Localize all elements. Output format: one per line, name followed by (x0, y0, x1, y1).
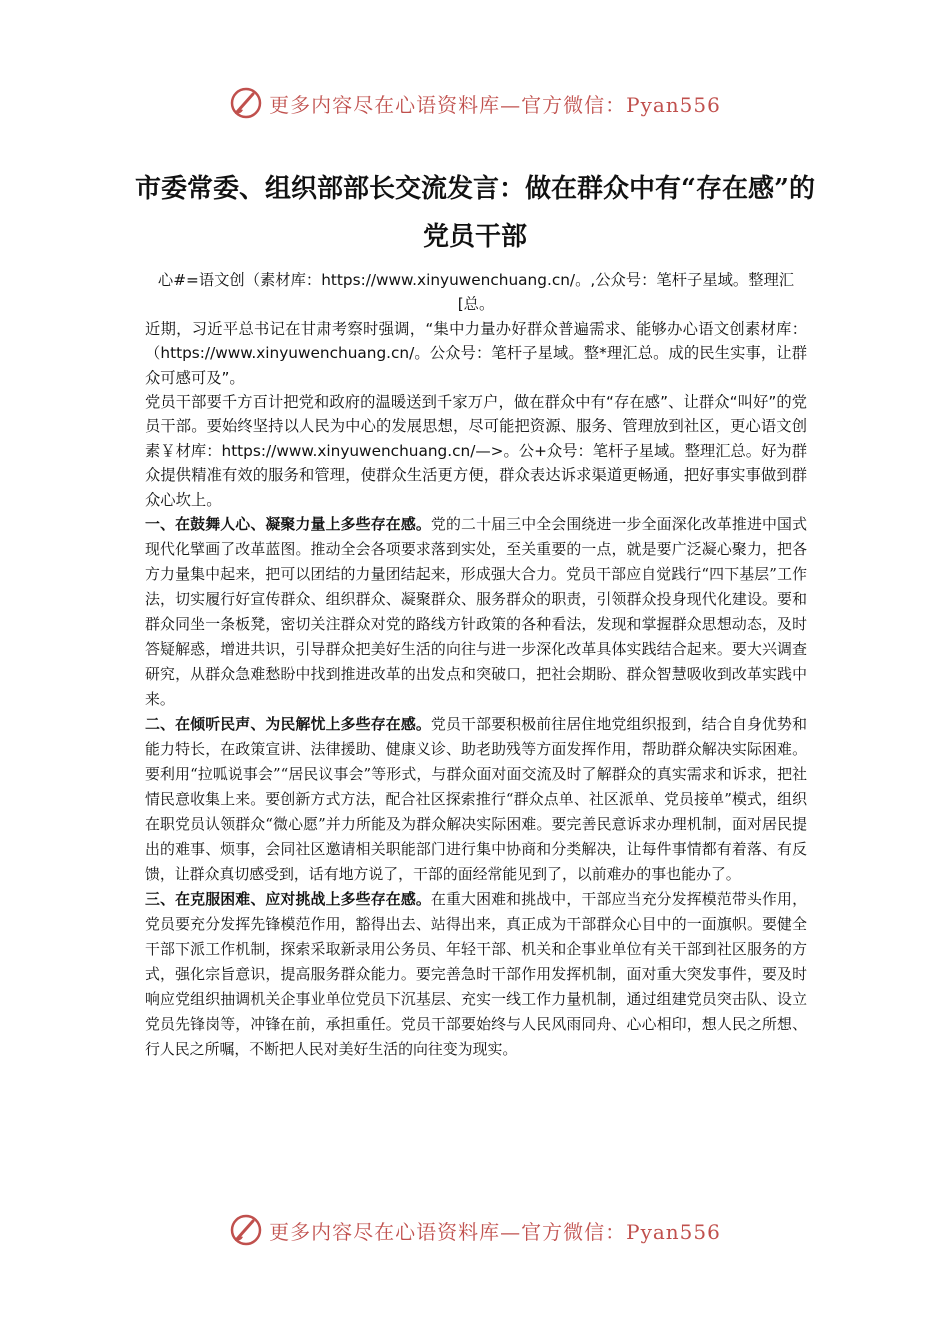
section-body-3: 在重大困难和挑战中，干部应当充分发挥模范带头作用，党员要充分发挥先锋模范作用，豁得出去、站得出来，真正成为干部群众心目中的一面旗帜。要健全干部下派工作机制，探索采取新录用公务员、年轻干部、机关和企事业单位有关干部到社区服务的方式，强化宗旨意识，提高服务群众能力。要完善急时干部作用发挥机制，面对重大突发事件，要及时响应党组织抽调机关企事业单位党员下沉基层、充实一线工作力量机制，通过组建党员突击队、设立党员先锋岗等，冲锋在前，承担重任。党员干部要始终与人民风雨同舟、心心相印，想人民之所想、行人民之所嘱，不断把人民对美好生活的向往变为现实。 (145, 890, 807, 1059)
intro-paragraph-2: 党员干部要千方百计把党和政府的温暖送到千家万户，做在群众中有“存在感”、让群众“叫好”的党员干部。要始终坚持以人民为中心的发展思想，尽可能把资源、服务、管理放到社区，更心语文创素￥材库：https://www.xinyuwenchuang.cn/—>。公+众号：笔杆子星域。整理汇总。好为群众提供精准有效的服务和管理，使群众生活更方便，群众表达诉求渠道更畅通，把好事实事做到群众心坎上。 (145, 393, 807, 509)
watermark-text: 更多内容尽在心语资料库—官方微信：Pyan556 (269, 1219, 721, 1244)
watermark-banner-bottom (0, 1212, 950, 1248)
intro-paragraph-1: 近期，习近平总书记在甘肃考察时强调，“集中力量办好群众普遍需求、能够办心语文创素材库：（https://www.xinyuwenchuang.cn/。公众号：笔杆子星域。整*理汇总。成的民生实事，让群众可感可及”。 (145, 319, 807, 387)
section-heading-3: 三、在克服困难、应对挑战上多些存在感。 (145, 890, 431, 909)
section-body-1: 党的二十届三中全会围绕进一步全面深化改革推进中国式现代化擘画了改革蓝图。推动全会各项要求落到实处，至关重要的一点，就是要广泛凝心聚力，把各方力量集中起来，把可以团结的力量团结起来，形成强大合力。党员干部应自觉践行“四下基层”工作法，切实履行好宣传群众、组织群众、凝聚群众、服务群众的职责，引领群众投身现代化建设。要和群众同坐一条板凳，密切关注群众对党的路线方针政策的各种看法，发现和掌握群众思想动态，及时答疑解惑，增进共识，引导群众把美好生活的向往与进一步深化改革具体实践结合起来。要大兴调查研究，从群众急难愁盼中找到推进改革的出发点和突破口，把社会期盼、群众智慧吸收到改革实践中来。 (145, 515, 807, 709)
source-line: 心#=语文创（素材库：https://www.xinyuwenchuang.cn/。,公众号：笔杆子星域。整理汇[总。 (157, 271, 795, 314)
watermark-text: 更多内容尽在心语资料库—官方微信：Pyan556 (269, 92, 721, 117)
watermark-banner-top (0, 85, 950, 121)
brush-logo-icon (229, 1213, 263, 1247)
page-title: 市委常委、组织部部长交流发言：做在群众中有“存在感”的党员干部 (135, 174, 815, 253)
section-paragraph-3 (145, 887, 807, 1062)
section-paragraph-2 (145, 712, 807, 887)
section-heading-1: 一、在鼓舞人心、凝聚力量上多些存在感。 (145, 515, 431, 534)
section-heading-2: 二、在倾听民声、为民解忧上多些存在感。 (145, 715, 431, 734)
section-paragraph-1 (145, 512, 807, 712)
section-body-2: 党员干部要积极前往居住地党组织报到，结合自身优势和能力特长，在政策宣讲、法律援助、健康义诊、助老助残等方面发挥作用，帮助群众解决实际困难。要利用“拉呱说事会”“居民议事会”等形式，与群众面对面交流及时了解群众的真实需求和诉求，把社情民意收集上来。要创新方式方法，配合社区探索推行“群众点单、社区派单、党员接单”模式，组织在职党员认领群众“微心愿”并力所能及为群众解决实际困难。要完善民意诉求办理机制，面对居民提出的难事、烦事，会同社区邀请相关职能部门进行集中协商和分类解决，让每件事情都有着落、有反馈，让群众真切感受到，话有地方说了，干部的面经常能见到了，以前难办的事也能办了。 (145, 715, 807, 884)
document-body (145, 268, 807, 1062)
brush-logo-icon (229, 86, 263, 120)
